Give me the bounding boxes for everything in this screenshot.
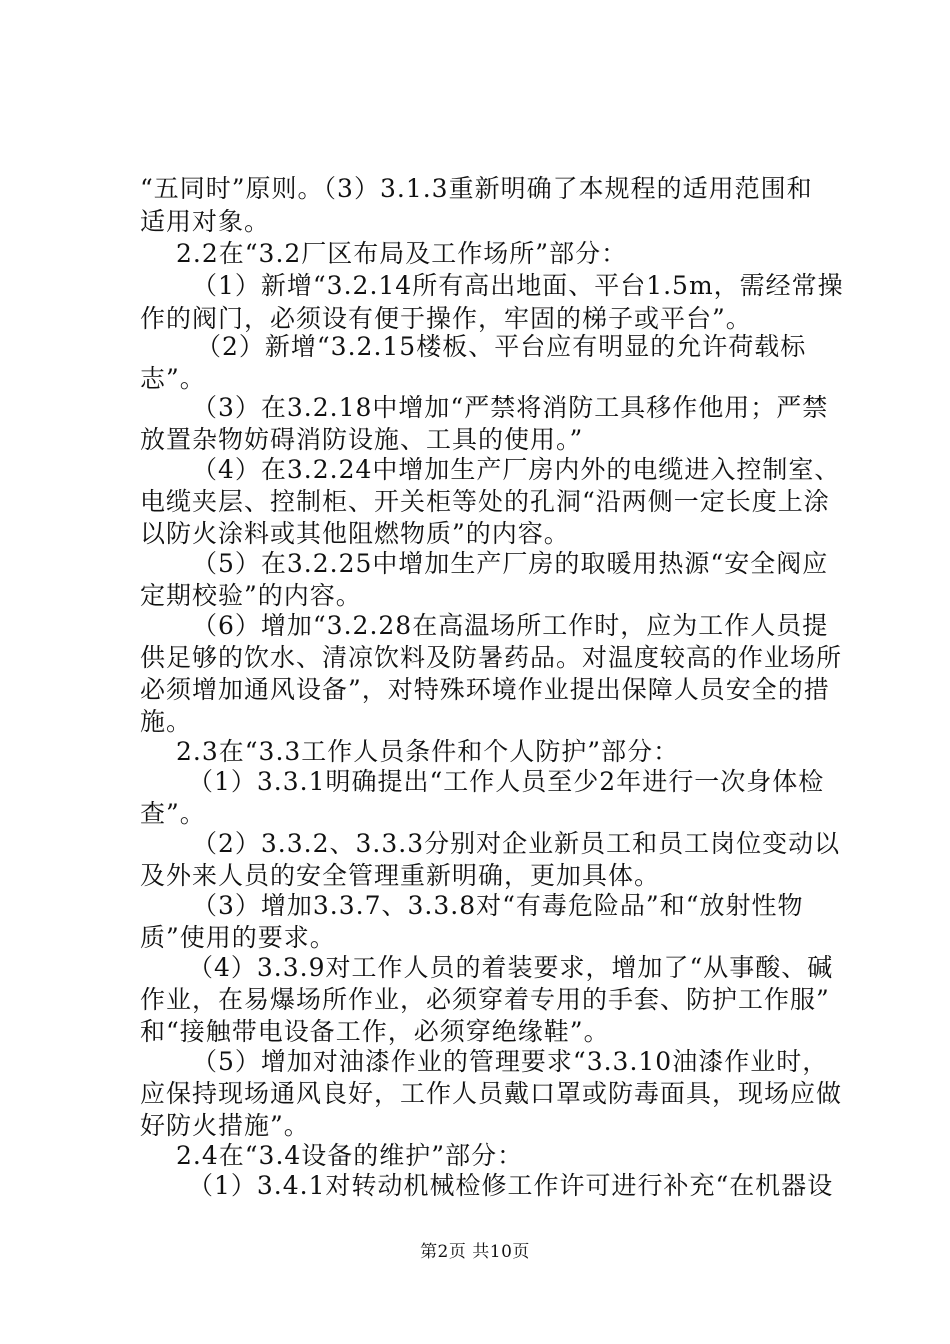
text-line: 定期校验”的内容。 [140,581,362,610]
text-line: 2.2在“3.2厂区布局及工作场所”部分： [176,239,628,268]
text-line: 施。 [140,707,193,736]
text-line: 质”使用的要求。 [140,923,336,952]
text-line: （3）在3.2.18中增加“严禁将消防工具移作他用；严禁 [192,393,829,422]
text-line: 志”。 [140,364,206,393]
text-line: （1）新增“3.2.14所有高出地面、平台1.5m，需经常操 [192,271,844,300]
text-line: 放置杂物妨碍消防设施、工具的使用。” [140,425,584,454]
text-line: 查”。 [140,799,206,828]
text-line: （5）在3.2.25中增加生产厂房的取暖用热源“安全阀应 [192,549,829,578]
text-line: 和“接触带电设备工作，必须穿绝缘鞋”。 [140,1017,610,1046]
text-line: 好防火措施”。 [140,1111,310,1140]
text-line: （3）增加3.3.7、3.3.8对“有毒危险品”和“放射性物 [192,891,804,920]
text-line: （5）增加对油漆作业的管理要求“3.3.10油漆作业时， [192,1047,829,1076]
text-line: （6）增加“3.2.28在高温场所工作时，应为工作人员提 [192,611,829,640]
text-line: （4）在3.2.24中增加生产厂房内外的电缆进入控制室、 [192,455,841,484]
text-line: （1）3.4.1对转动机械检修工作许可进行补充“在机器设 [188,1171,834,1200]
text-line: 以防火涂料或其他阻燃物质”的内容。 [140,519,570,548]
text-line: （2）3.3.2、3.3.3分别对企业新员工和员工岗位变动以 [192,829,841,858]
page-footer: 第2页 共10页 [420,1242,530,1262]
text-line: 2.4在“3.4设备的维护”部分： [176,1141,524,1170]
text-line: 及外来人员的安全管理重新明确，更加具体。 [140,861,661,890]
text-line: （1）3.3.1明确提出“工作人员至少2年进行一次身体检 [188,767,825,796]
text-line: “五同时”原则。（3）3.1.3重新明确了本规程的适用范围和 [140,174,813,203]
text-line: 2.3在“3.3工作人员条件和个人防护”部分： [176,737,680,766]
text-line: 作业，在易爆场所作业，必须穿着专用的手套、防护工作服” [140,985,830,1014]
text-line: （4）3.3.9对工作人员的着装要求，增加了“从事酸、碱 [188,953,834,982]
text-line: 应保持现场通风良好，工作人员戴口罩或防毒面具，现场应做 [140,1079,843,1108]
text-line: 电缆夹层、控制柜、开关柜等处的孔洞“沿两侧一定长度上涂 [140,487,830,516]
text-line: 适用对象。 [140,207,271,236]
text-line: 必须增加通风设备”，对特殊环境作业提出保障人员安全的措 [140,675,830,704]
text-line: 供足够的饮水、清凉饮料及防暑药品。对温度较高的作业场所 [140,643,843,672]
text-line: （2）新增“3.2.15楼板、平台应有明显的允许荷载标 [196,332,807,361]
text-line: 作的阀门，必须设有便于操作，牢固的梯子或平台”。 [140,304,752,333]
